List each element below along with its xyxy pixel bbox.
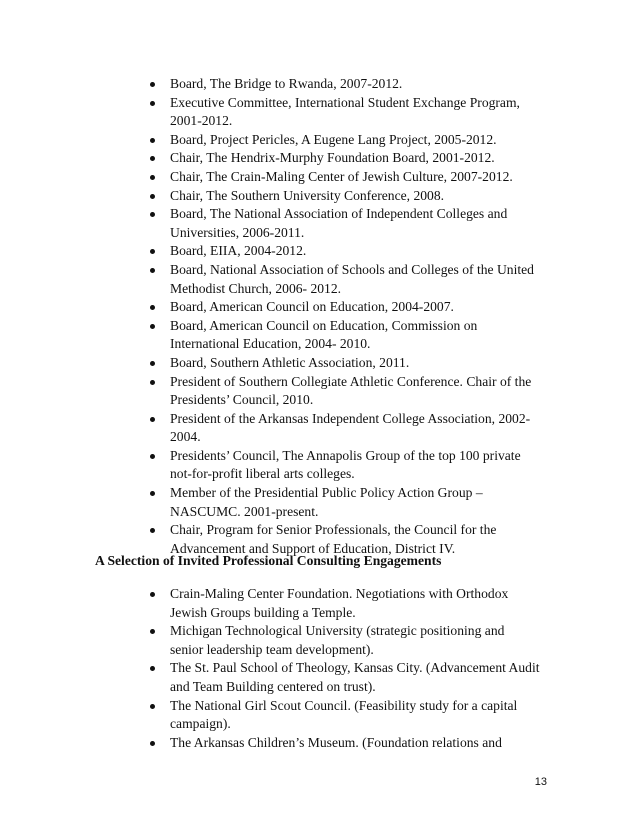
list-item	[150, 484, 540, 521]
list-item	[150, 242, 540, 261]
bullet-icon	[150, 175, 155, 180]
list-item	[150, 94, 540, 131]
list-item	[150, 131, 540, 150]
list-item-text: Board, Project Pericles, A Eugene Lang Project, 2005-2012.	[170, 131, 497, 147]
list-item	[150, 261, 540, 298]
bullet-icon	[150, 491, 155, 496]
list-item-text: Board, National Association of Schools and Colleges of the United Methodist Church, 2006- 2012.	[170, 261, 534, 296]
board-service-list	[150, 75, 540, 558]
bullet-icon	[150, 592, 155, 597]
list-item-text: Chair, Program for Senior Professionals, the Council for the Advancement and Support of Education, District IV.	[170, 522, 497, 556]
list-item-text: Member of the Presidential Public Policy Action Group – NASCUMC. 2001-present.	[170, 485, 483, 519]
list-item	[150, 298, 540, 317]
bullet-icon	[150, 417, 155, 422]
list-item	[150, 585, 540, 622]
list-item-text: Crain-Maling Center Foundation. Negotiations with Orthodox Jewish Groups building a Temple.	[170, 586, 509, 620]
list-item	[150, 354, 540, 373]
list-item	[150, 410, 540, 447]
page-number: 13	[534, 776, 547, 788]
list-item-text: The National Girl Scout Council. (Feasibility study for a capital campaign).	[170, 697, 518, 732]
list-item-text: Chair, The Crain-Maling Center of Jewish Culture, 2007-2012.	[170, 168, 513, 184]
bullet-icon	[150, 249, 155, 254]
bullet-icon	[150, 268, 155, 273]
list-item	[150, 659, 540, 696]
bullet-icon	[150, 380, 155, 385]
list-item-text: Michigan Technological University (strategic positioning and senior leadership team development).	[170, 623, 505, 657]
list-item-text: Executive Committee, International Student Exchange Program, 2001-2012.	[170, 94, 520, 129]
list-item	[150, 168, 540, 187]
bullet-icon	[150, 528, 155, 533]
bullet-icon	[150, 361, 155, 366]
list-item	[150, 734, 540, 753]
list-item	[150, 373, 540, 410]
list-item	[150, 317, 540, 354]
list-item-text: Board, American Council on Education, 2004-2007.	[170, 299, 454, 315]
bullet-icon	[150, 704, 155, 709]
bullet-icon	[150, 156, 155, 161]
list-item-text: Board, Southern Athletic Association, 2011.	[170, 354, 410, 370]
list-item-text: President of Southern Collegiate Athletic Conference. Chair of the Presidents’ Council, 2010.	[170, 373, 532, 408]
list-item	[150, 697, 540, 734]
bullet-icon	[150, 101, 155, 106]
bullet-icon	[150, 666, 155, 671]
bullet-icon	[150, 212, 155, 217]
list-item-text: Board, EIIA, 2004-2012.	[170, 243, 307, 259]
list-item	[150, 447, 540, 484]
list-item	[150, 75, 540, 94]
bullet-icon	[150, 194, 155, 199]
bullet-icon	[150, 138, 155, 143]
list-item	[150, 149, 540, 168]
list-item-text: Chair, The Hendrix-Murphy Foundation Board, 2001-2012.	[170, 150, 495, 166]
list-item-text: Presidents’ Council, The Annapolis Group of the top 100 private not-for-profit liberal arts colleges.	[170, 447, 521, 482]
list-item-text: Chair, The Southern University Conference, 2008.	[170, 187, 445, 203]
list-item-text: Board, The National Association of Independent Colleges and Universities, 2006-2011.	[170, 206, 508, 240]
bullet-icon	[150, 629, 155, 634]
list-item	[150, 187, 540, 206]
bullet-icon	[150, 82, 155, 87]
consulting-engagements-list	[150, 585, 540, 752]
list-item-text: President of the Arkansas Independent College Association, 2002-2004.	[170, 410, 531, 445]
bullet-icon	[150, 324, 155, 329]
bullet-icon	[150, 305, 155, 310]
list-item-text: The St. Paul School of Theology, Kansas City. (Advancement Audit and Team Building centered on trust).	[170, 660, 540, 694]
list-item	[150, 622, 540, 659]
bullet-icon	[150, 454, 155, 459]
bullet-icon	[150, 741, 155, 746]
list-item-text: The Arkansas Children’s Museum. (Foundation relations and	[170, 734, 502, 750]
list-item-text: Board, American Council on Education, Commission on International Education, 2004- 2010.	[170, 317, 478, 352]
list-item	[150, 205, 540, 242]
list-item-text: Board, The Bridge to Rwanda, 2007-2012.	[170, 76, 403, 91]
section-heading: A Selection of Invited Professional Consulting Engagements	[95, 553, 442, 568]
